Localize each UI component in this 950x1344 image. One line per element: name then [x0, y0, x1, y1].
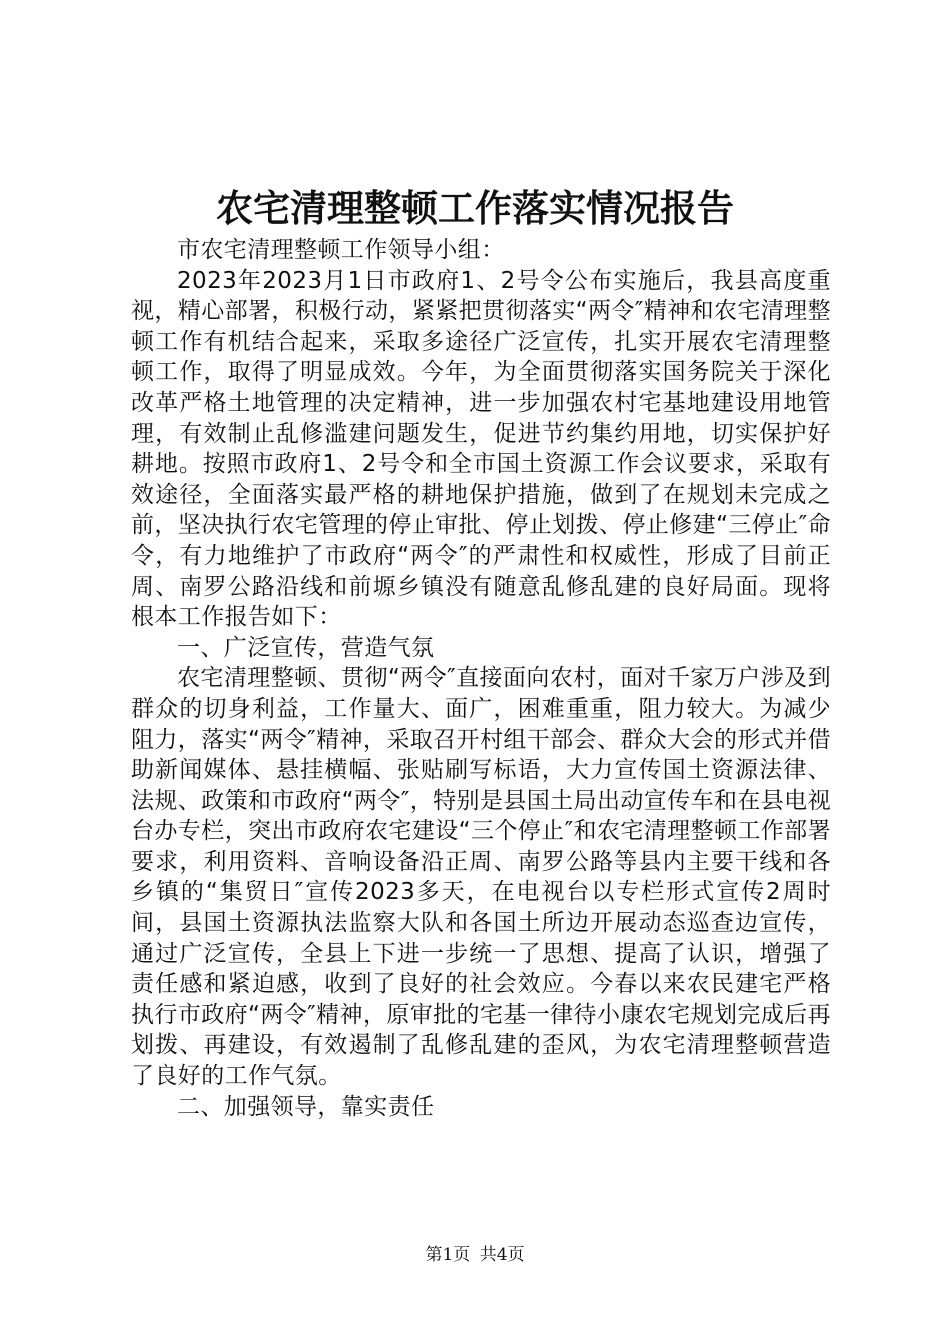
page-footer [0, 1243, 950, 1267]
page-total: 共4页 [479, 1245, 525, 1265]
section-heading-2: 二、加强领导，靠实责任 [177, 1093, 435, 1120]
paragraph-section-1: 农宅清理整顿、贯彻“两令″直接面向农村，面对千家万户涉及到群众的切身利益，工作量大、面广，困难重重，阻力较大。为减少阻力，落实“两令″精神，采取召开村组干部会、群众大会的形式并借助新闻媒体、悬挂横幅、张贴刷写标语，大力宣传国土资源法律、法规、政策和市政府“两令″，特别是县国土局出动宣传车和在县电视台办专栏，突出市政府农宅建设“三个停止″和农宅清理整顿工作部署要求，利用资料、音响设备沿正周、南罗公路等县内主要干线和各乡镇的“集贸日″宣传2023多天，在电视台以专栏形式宣传2周时间，县国土资源执法监察大队和各国土所边开展动态巡查边宣传，通过广泛宣传，全县上下进一步统一了思想、提高了认识，增强了责任感和紧迫感，收到了良好的社会效应。今春以来农民建宅严格执行市政府“两令″精神，原审批的宅基一律待小康农宅规划完成后再划拨、再建设，有效遏制了乱修乱建的歪风，为农宅清理整顿营造了良好的工作气氛。 [131, 665, 831, 1090]
paragraph-intro: 2023年2023月1日市政府1、2号令公布实施后，我县高度重视，精心部署，积极行动，紧紧把贯彻落实“两令″精神和农宅清理整顿工作有机结合起来，采取多途径广泛宣传，扎实开展农宅清理整顿工作，取得了明显成效。今年，为全面贯彻落实国务院关于深化改革严格土地管理的决定精神，进一步加强农村宅基地建设用地管理，有效制止乱修滥建问题发生，促进节约集约用地，切实保护好耕地。按照市政府1、2号令和全市国土资源工作会议要求，采取有效途径，全面落实最严格的耕地保护措施，做到了在规划未完成之前，坚决执行农宅管理的停止审批、停止划拨、停止修建“三停止″命令，有力地维护了市政府“两令″的严肃性和权威性，形成了目前正周、南罗公路沿线和前塬乡镇没有随意乱修乱建的良好局面。现将根本工作报告如下： [131, 267, 831, 631]
document-body [131, 235, 831, 1122]
salutation: 市农宅清理整顿工作领导小组： [177, 237, 505, 263]
document-title: 农宅清理整顿工作落实情况报告 [216, 186, 734, 230]
section-heading-1: 一、广泛宣传，营造气氛 [177, 634, 435, 661]
page-number: 第1页 [425, 1245, 471, 1265]
